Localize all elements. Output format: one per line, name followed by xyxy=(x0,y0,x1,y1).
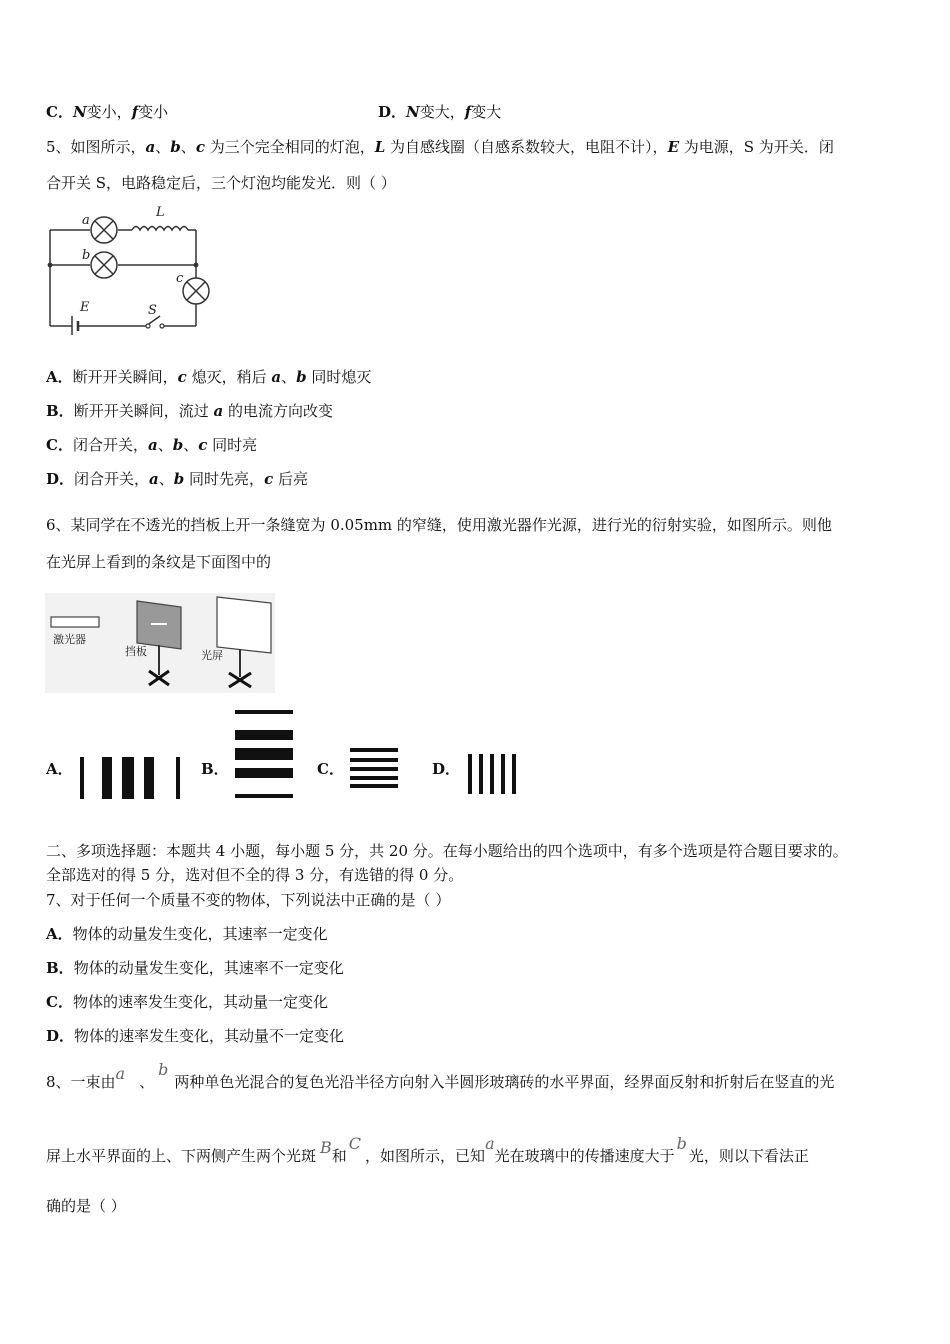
label-c: c xyxy=(176,271,184,286)
screen-shape xyxy=(217,597,271,653)
q7-option-d: D．物体的速率发生变化，其动量不一定变化 xyxy=(46,1027,345,1045)
math-B: B xyxy=(320,1138,332,1157)
q6-answer-b-pattern xyxy=(233,710,295,798)
q7-option-a: A．物体的动量发生变化，其速率一定变化 xyxy=(46,925,328,943)
label-E: E xyxy=(80,300,90,315)
lamp-b xyxy=(91,252,117,278)
math-a2: a xyxy=(485,1134,495,1153)
label-a: a xyxy=(82,213,90,228)
q8-stem-line2: 屏上水平界面的上、下两侧产生两个光斑 B和C，如图所示，已知a光在玻璃中的传播速度大于b光，则以下看法正 xyxy=(46,1134,809,1165)
q5-option-d: D．闭合开关，a、b 同时先亮，c 后亮 xyxy=(46,470,308,488)
math-b: b xyxy=(158,1060,169,1079)
baffle-label: 挡板 xyxy=(125,645,147,658)
laser-shape xyxy=(51,617,99,627)
q6-answer-c-label: C． xyxy=(317,760,344,778)
q5-option-b: B．断开开关瞬间，流过 a 的电流方向改变 xyxy=(46,402,333,420)
q7-option-c: C．物体的速率发生变化，其动量一定变化 xyxy=(46,993,328,1011)
q6-answer-d-pattern xyxy=(468,754,520,794)
section2-heading-line2: 全部选对的得 5 分，选对但不全的得 3 分，有选错的得 0 分。 xyxy=(46,866,464,884)
q4-option-d: D．N变大，f变大 xyxy=(378,103,502,121)
math-a: a xyxy=(115,1064,126,1083)
section2-heading-line1: 二、多项选择题：本题共 4 小题，每小题 5 分，共 20 分。在每小题给出的四个选项中，有多个选项是符合题目要求的。 xyxy=(46,842,848,860)
lamp-a xyxy=(91,217,117,243)
q7-option-b: B．物体的动量发生变化，其速率不一定变化 xyxy=(46,959,344,977)
lamp-c xyxy=(183,278,209,304)
q8-stem-line1: 8、一束由a 、b两种单色光混合的复色光沿半径方向射入半圆形玻璃砖的水平界面，经界面反射和折射后在竖直的光 xyxy=(46,1060,835,1091)
q5-stem-line1: 5、如图所示，a、b、c 为三个完全相同的灯泡，L 为自感线圈（自感系数较大，电阻不计），E 为电源，S 为开关．闭 xyxy=(46,138,834,156)
label-L: L xyxy=(156,205,165,220)
q6-answer-c-pattern xyxy=(348,748,400,788)
q5-option-a: A．断开开关瞬间，c 熄灭，稍后 a、b 同时熄灭 xyxy=(46,368,372,386)
q6-stem-line2: 在光屏上看到的条纹是下面图中的 xyxy=(46,553,272,571)
q6-answer-a-label: A． xyxy=(46,760,73,778)
label-b: b xyxy=(82,248,91,263)
math-b2: b xyxy=(676,1134,687,1153)
q6-answer-d-label: D． xyxy=(432,760,461,778)
q5-stem-line2: 合开关 S，电路稳定后，三个灯泡均能发光．则（ ） xyxy=(46,174,396,192)
q5-circuit-diagram xyxy=(44,200,224,335)
q6-answer-a-pattern xyxy=(78,757,188,799)
q6-answer-b-label: B． xyxy=(201,760,229,778)
q8-stem-line3: 确的是（ ） xyxy=(46,1197,126,1215)
laser-label: 激光器 xyxy=(53,633,86,646)
screen-label: 光屏 xyxy=(201,649,223,662)
label-S: S xyxy=(148,303,157,318)
q6-setup-diagram xyxy=(45,593,275,693)
q4-option-c: C．N变小，f变小 xyxy=(46,103,169,121)
math-C: C xyxy=(348,1134,362,1153)
q5-option-c: C．闭合开关，a、b、c 同时亮 xyxy=(46,436,258,454)
q7-stem: 7、对于任何一个质量不变的物体，下列说法中正确的是（ ） xyxy=(46,891,451,909)
q6-stem-line1: 6、某同学在不透光的挡板上开一条缝宽为 0.05mm 的窄缝，使用激光器作光源，进行光的衍射实验，如图所示。则他 xyxy=(46,516,832,534)
